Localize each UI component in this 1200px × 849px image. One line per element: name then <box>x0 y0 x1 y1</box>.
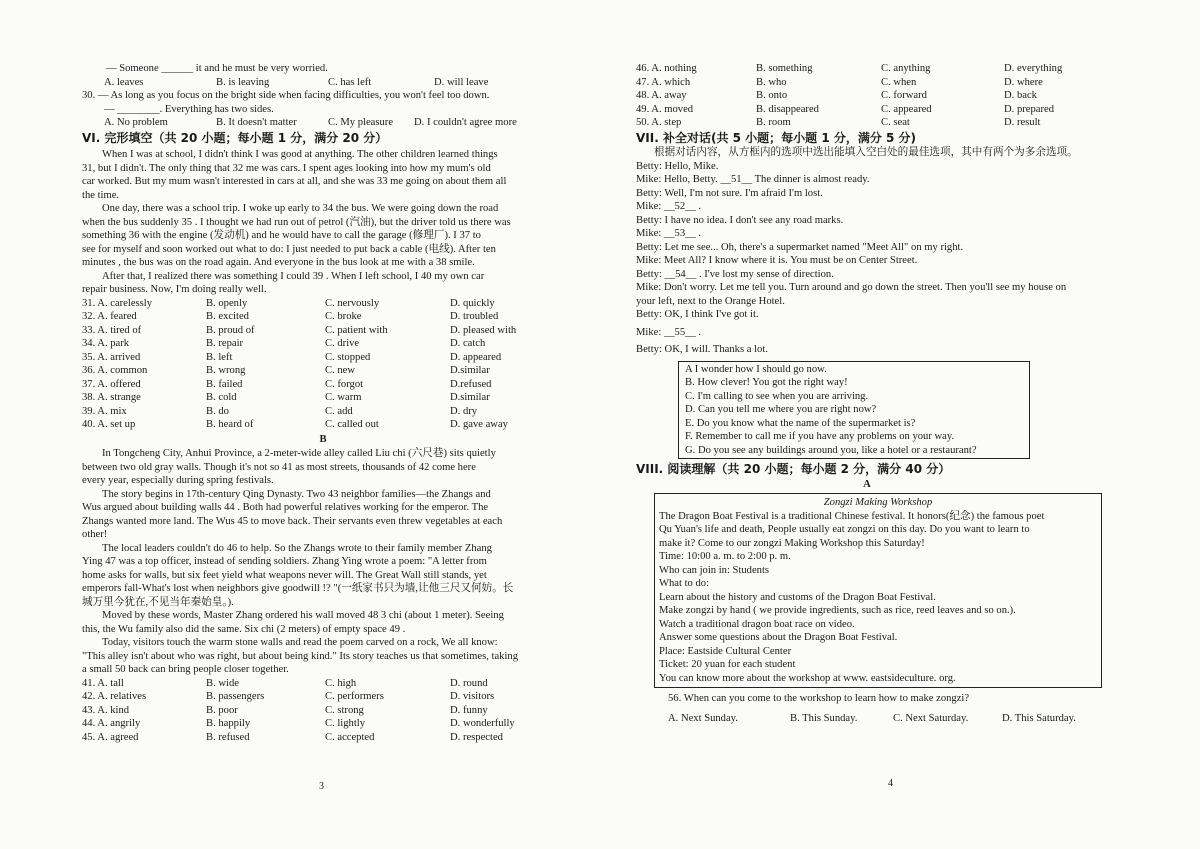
passage-b-paragraph-4 <box>82 609 564 636</box>
option: 39. A. mix <box>82 405 127 417</box>
options-row-31 <box>82 297 564 311</box>
left-page <box>82 62 564 744</box>
option: B. do <box>206 405 229 417</box>
options-top-list <box>636 62 1098 130</box>
section6-title: VI. 完形填空（共 20 小题；每小题 1 分，满分 20 分） <box>82 130 388 145</box>
option: 49. A. moved <box>636 103 694 115</box>
workshop-line: You can know more about the workshop at www. eastsideculture. org. <box>659 672 956 684</box>
options-row-49 <box>636 103 1098 117</box>
section8-letter: A <box>863 478 871 490</box>
option: B. room <box>756 117 791 128</box>
option: C. called out <box>325 419 379 430</box>
dialogue-line: Mike: __52__ . <box>636 201 702 212</box>
option: 40. A. set up <box>82 419 136 430</box>
option: C. accepted <box>325 731 375 743</box>
options-row-41 <box>82 677 564 691</box>
workshop-line: Watch a traditional dragon boat race on video. <box>659 618 855 630</box>
option: 45. A. agreed <box>82 731 139 743</box>
text-line: something 36 with the engine (发动机) and he would have to call the garage (修理厂). I 37 to <box>82 230 481 241</box>
text-line: Today, visitors touch the warm stone walls and read the poem carved on a rock, We all know: <box>102 637 498 648</box>
section8-title: VIII. 阅读理解（共 20 小题；每小题 2 分，满分 40 分） <box>636 462 951 476</box>
dialogue-line: Mike: __55__ . <box>636 326 702 338</box>
passage-a-paragraph-2 <box>82 202 564 270</box>
option: D. round <box>450 677 488 689</box>
option: D. appeared <box>450 351 502 363</box>
option: C. lightly <box>325 718 366 729</box>
workshop-line: The Dragon Boat Festival is a traditional Chinese festival. It honors(纪念) the famous poet <box>659 510 1045 522</box>
text-line: a small 50 back can bring people closer together. <box>82 664 289 675</box>
options-row-43 <box>82 704 564 718</box>
option: C. strong <box>325 704 364 716</box>
option: B. passengers <box>206 691 265 702</box>
option: D.refused <box>450 378 492 390</box>
options-row-44 <box>82 717 564 731</box>
options-row-45 <box>82 731 564 745</box>
option: C. warm <box>325 392 362 403</box>
text-line: car worked. But my mum wasn't interested in cars at all, and she was 33 me going on about them all <box>82 176 507 187</box>
dialogue-line: Betty: Hello, Mike. <box>636 160 719 172</box>
page-number-right: 4 <box>888 778 893 789</box>
options-row-36 <box>82 364 564 378</box>
option: D. visitors <box>450 691 495 702</box>
option: B. heard of <box>206 419 254 430</box>
text-line: minutes , the bus was on the road again. And everyone in the bus look at me with a 38 smile. <box>82 257 475 268</box>
options-row-40 <box>82 418 564 432</box>
text-line: 城万里今犹在,不见当年秦始皇。). <box>82 596 234 608</box>
option: B. disappeared <box>756 103 819 115</box>
q56-stem: 56. When can you come to the workshop to learn how to make zongzi? <box>668 693 970 704</box>
choices-box <box>678 361 1030 460</box>
text-line: see for myself and soon worked out what to do: I just needed to put back a cable (电线). After ten <box>82 243 496 255</box>
workshop-line: Make zongzi by hand ( we provide ingredients, such as rice, reed leaves and so on.). <box>659 605 1016 616</box>
passage-b-paragraph-1 <box>82 447 564 488</box>
option: 33. A. tired of <box>82 324 142 336</box>
choice-option: F. Remember to call me if you have any problems on your way. <box>685 431 955 442</box>
option: C. stopped <box>325 351 371 363</box>
options-row-32 <box>82 310 564 324</box>
option: C. forgot <box>325 378 364 390</box>
workshop-line: Qu Yuan's life and death, People usually eat zongzi on this day. Do you want to learn to <box>659 524 1030 535</box>
options-row-39 <box>82 405 564 419</box>
options-row-35 <box>82 351 564 365</box>
option: B. onto <box>756 90 788 101</box>
option: D. gave away <box>450 419 508 430</box>
workshop-line: Learn about the history and customs of the Dragon Boat Festival. <box>659 591 936 603</box>
text-line: When I was at school, I didn't think I was good at anything. The other children learned things <box>102 149 498 160</box>
text-line: the time. <box>82 189 120 201</box>
option: B. wrong <box>206 365 246 376</box>
option: D. pleased with <box>450 324 517 336</box>
option: D. catch <box>450 338 486 349</box>
option: 46. A. nothing <box>636 63 697 74</box>
dialogue-line: Betty: Let me see... Oh, there's a supermarket named "Meet All" on my right. <box>636 241 964 253</box>
option: C. add <box>325 405 353 417</box>
text-line: The story begins in 17th-century Qing Dynasty. Two 43 neighbor families—the Zhangs and <box>102 488 491 500</box>
workshop-box <box>654 493 1102 688</box>
option: B. poor <box>206 704 238 716</box>
choice-option: C. I'm calling to see when you are arriving. <box>685 390 869 402</box>
option: 31. A. carelessly <box>82 297 153 309</box>
dialogue-line: Mike: __53__ . <box>636 228 702 239</box>
option: D. dry <box>450 405 478 417</box>
dialogue-line: Mike: Hello, Betty. __51__ The dinner is almost ready. <box>636 174 870 185</box>
option: C. new <box>325 365 356 376</box>
q29-option-b: B. is leaving <box>216 76 270 88</box>
options-row-37 <box>82 378 564 392</box>
option: B. cold <box>206 392 237 403</box>
option: 38. A. strange <box>82 392 141 403</box>
q30-option-b: B. It doesn't matter <box>216 117 297 128</box>
text-line: emperors fall-What's lost when neighbors give goodwill !? "(一纸家书只为墙,让他三尺又何妨。长 <box>82 583 514 594</box>
option: C. broke <box>325 311 362 322</box>
options-b-list <box>82 677 564 745</box>
passage-b-letter: B <box>319 433 327 445</box>
text-line: 31, but I didn't. The only thing that 32 me was cars. I spent ages looking into how my mum's old <box>82 162 491 174</box>
option: 32. A. feared <box>82 311 137 322</box>
dialogue-line: Betty: I have no idea. I don't see any road marks. <box>636 214 844 226</box>
option: B. refused <box>206 731 250 743</box>
options-row-47 <box>636 76 1098 90</box>
options-row-48 <box>636 89 1098 103</box>
options-row-50 <box>636 116 1098 130</box>
option: B. excited <box>206 311 249 322</box>
options-a-list <box>82 297 564 432</box>
option: B. proud of <box>206 324 255 336</box>
options-row-34 <box>82 337 564 351</box>
q56-option-d: D. This Saturday. <box>1002 712 1076 724</box>
options-row-33 <box>82 324 564 338</box>
text-line: In Tongcheng City, Anhui Province, a 2-meter-wide alley called Liu chi (六尺巷) sits quietly <box>102 448 496 459</box>
options-row-46 <box>636 62 1098 76</box>
q56-options <box>668 712 1098 726</box>
option: 36. A. common <box>82 365 148 376</box>
workshop-line: Answer some questions about the Dragon Boat Festival. <box>659 632 898 643</box>
text-line: when the bus suddenly 35 . I thought we had run out of petrol (汽油), but the driver told us there was <box>82 216 511 228</box>
option: C. drive <box>325 338 360 349</box>
option: B. something <box>756 63 813 74</box>
workshop-title: Zongzi Making Workshop <box>823 497 933 508</box>
q30-options <box>82 116 564 130</box>
option: D. troubled <box>450 311 499 322</box>
passage-b-paragraph-5 <box>82 636 564 677</box>
dialogue-line: Betty: __54__ . I've lost my sense of direction. <box>636 268 834 280</box>
dialogue-line: Betty: OK, I will. Thanks a lot. <box>636 344 768 355</box>
option: C. appeared <box>881 103 932 115</box>
workshop-line: What to do: <box>659 578 710 589</box>
options-row-42 <box>82 690 564 704</box>
option: C. patient with <box>325 324 388 336</box>
option: D. where <box>1004 76 1043 88</box>
option: C. high <box>325 677 357 689</box>
option: C. seat <box>881 117 910 128</box>
option: D. back <box>1004 90 1037 101</box>
option: 48. A. away <box>636 90 687 101</box>
text-line: Moved by these words, Master Zhang ordered his wall moved 48 3 chi (about 1 meter). Seeing <box>102 610 504 621</box>
workshop-line: Ticket: 20 yuan for each student <box>659 659 796 670</box>
text-line: between two old gray walls. Though it's not so 41 as most streets, thousands of 42 come here <box>82 461 476 473</box>
q56-option-b: B. This Sunday. <box>790 712 858 724</box>
choice-option: A I wonder how I should go now. <box>685 363 827 375</box>
q29-option-a: A. leaves <box>104 76 144 88</box>
option: B. failed <box>206 378 243 390</box>
option: 35. A. arrived <box>82 351 141 363</box>
option: D. prepared <box>1004 103 1054 115</box>
option: D. result <box>1004 117 1041 128</box>
choice-option: D. Can you tell me where you are right now? <box>685 404 877 415</box>
workshop-line: Time: 10:00 a. m. to 2:00 p. m. <box>659 551 791 562</box>
option: C. forward <box>881 90 927 101</box>
option: D. wonderfully <box>450 718 515 729</box>
dialogue-line: Betty: OK, I think I've got it. <box>636 309 759 320</box>
option: B. left <box>206 351 233 363</box>
choice-option: B. How clever! You got the right way! <box>685 377 848 388</box>
q29-option-d: D. will leave <box>434 76 489 88</box>
q30-option-c: C. My pleasure <box>328 117 394 128</box>
option: B. repair <box>206 338 244 349</box>
passage-a-paragraph-3 <box>82 270 564 297</box>
text-line: Ying 47 was a top officer, instead of sending soldiers. Zhang Ying wrote a poem: "A letter from <box>82 556 487 567</box>
right-page <box>636 62 1098 725</box>
text-line: home asks for walls, but six feet yield what weapons never will. The Great Wall still stands, yet <box>82 569 487 581</box>
option: C. nervously <box>325 297 380 309</box>
option: C. when <box>881 76 917 88</box>
dialogue-line: Mike: Meet All? I know where it is. You must be on Center Street. <box>636 255 918 266</box>
passage-b-paragraph-2 <box>82 488 564 542</box>
option: D.similar <box>450 392 490 403</box>
section7-title: VII. 补全对话(共 5 小题；每小题 1 分，满分 5 分) <box>636 130 917 145</box>
workshop-line: make it? Come to our zongzi Making Workshop this Saturday! <box>659 537 925 549</box>
workshop-line: Who can join in: Students <box>659 564 770 576</box>
dialogue <box>636 160 1098 357</box>
option: C. anything <box>881 63 931 74</box>
q30-option-a: A. No problem <box>104 117 168 128</box>
text-line: One day, there was a school trip. I woke up early to 34 the bus. We were going down the road <box>102 203 499 214</box>
dialogue-line: your left, next to the Orange Hotel. <box>636 295 785 307</box>
choice-option: G. Do you see any buildings around you, like a hotel or a restaurant? <box>685 444 977 456</box>
q30-option-d: D. I couldn't agree more <box>414 117 517 128</box>
text-line: "This alley isn't about who was right, but about being kind." Its story teaches us that sometimes, taking <box>82 650 519 662</box>
workshop-line: Place: Eastside Cultural Center <box>659 645 792 657</box>
q29-option-c: C. has left <box>328 76 372 88</box>
page-number-left: 3 <box>319 781 324 792</box>
option: B. openly <box>206 297 248 309</box>
q30-stem: 30. — As long as you focus on the bright side when facing difficulties, you won't feel too down. <box>82 90 490 101</box>
q56-option-c: C. Next Saturday. <box>893 712 969 724</box>
text-line: every year, especially during spring festivals. <box>82 475 274 486</box>
option: D. everything <box>1004 63 1063 74</box>
option: C. performers <box>325 691 384 702</box>
option: B. happily <box>206 718 251 729</box>
q29-stem: — Someone ______ it and he must be very worried. <box>106 63 328 74</box>
text-line: After that, I realized there was something I could 39 . When I left school, I 40 my own car <box>102 270 485 282</box>
option: 42. A. relatives <box>82 691 147 702</box>
choice-option: E. Do you know what the name of the supermarket is? <box>685 417 916 429</box>
option: B. wide <box>206 677 239 689</box>
text-line: other! <box>82 529 108 540</box>
option: 41. A. tall <box>82 677 124 689</box>
section7-instruction: 根据对话内容，从方框内的选项中选出能填入空白处的最佳选项，其中有两个为多余选项。 <box>654 147 1078 158</box>
text-line: The local leaders couldn't do 46 to help. So the Zhangs wrote to their family member Zhang <box>102 542 492 554</box>
option: D.similar <box>450 365 490 376</box>
option: D. quickly <box>450 297 495 309</box>
passage-b-paragraph-3 <box>82 542 564 610</box>
options-row-38 <box>82 391 564 405</box>
option: 50. A. step <box>636 117 682 128</box>
q29-options <box>82 76 564 90</box>
option: 44. A. angrily <box>82 718 141 729</box>
dialogue-line: Betty: Well, I'm not sure. I'm afraid I'm lost. <box>636 187 823 199</box>
text-line: this, the Wu family also did the same. Six chi (2 meters) of empty space 49 . <box>82 623 406 635</box>
text-line: Zhangs wanted more land. The Wus 45 to move back. Their servants even threw vegetables at each <box>82 515 503 527</box>
option: 37. A. offered <box>82 378 141 390</box>
option: B. who <box>756 76 787 88</box>
option: D. funny <box>450 704 488 716</box>
text-line: Wus argued about building walls 44 . Both had powerful relatives working for the emperor. The <box>82 502 489 513</box>
option: 43. A. kind <box>82 704 130 716</box>
text-line: repair business. Now, I'm doing really well. <box>82 284 267 295</box>
q56-option-a: A. Next Sunday. <box>668 712 738 724</box>
option: D. respected <box>450 731 503 743</box>
q30-response: — ________. Everything has two sides. <box>104 103 274 115</box>
passage-a-paragraph-1 <box>82 148 564 202</box>
option: 47. A. which <box>636 76 691 88</box>
dialogue-line: Mike: Don't worry. Let me tell you. Turn around and go down the street. Then you'll see my house on <box>636 282 1067 293</box>
option: 34. A. park <box>82 338 130 349</box>
